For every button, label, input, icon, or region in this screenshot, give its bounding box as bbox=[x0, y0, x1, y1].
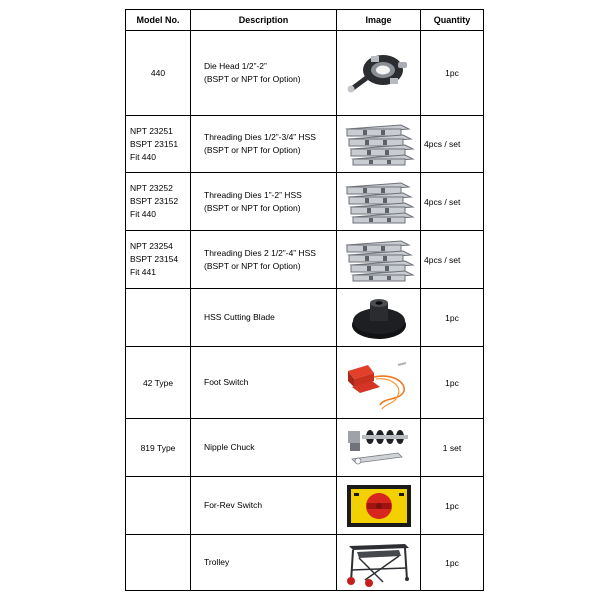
model-line: 440 bbox=[150, 68, 166, 78]
description-cell bbox=[191, 535, 337, 591]
image-cell bbox=[337, 289, 421, 347]
model-line: 819 Type bbox=[140, 442, 176, 453]
image-cell bbox=[337, 173, 421, 231]
table-row bbox=[126, 231, 484, 289]
quantity-cell: 1 set bbox=[421, 419, 484, 477]
header-quantity: Quantity bbox=[421, 10, 484, 31]
description-line: Threading Dies 1/2”-3/4” HSS bbox=[204, 132, 316, 142]
quantity-cell: 4pcs / set bbox=[421, 231, 484, 289]
model-cell bbox=[126, 477, 191, 535]
model-line: BSPT 23154 bbox=[130, 254, 179, 264]
table-row bbox=[126, 347, 484, 419]
model-cell bbox=[126, 31, 191, 116]
threading-dies-icon bbox=[343, 237, 415, 283]
table-row bbox=[126, 535, 484, 591]
description-line: HSS Cutting Blade bbox=[204, 312, 275, 322]
model-line: NPT 23251 bbox=[130, 125, 173, 136]
trolley-icon bbox=[343, 538, 415, 588]
quantity-cell: 4pcs / set bbox=[421, 173, 484, 231]
model-line: 42 Type bbox=[142, 377, 174, 388]
description-cell bbox=[191, 289, 337, 347]
model-line: NPT 23252 bbox=[130, 183, 173, 193]
header-description: Description bbox=[191, 10, 337, 31]
model-line: NPT 23254 bbox=[130, 241, 173, 251]
model-cell bbox=[126, 289, 191, 347]
description-line: Trolley bbox=[204, 557, 230, 567]
image-cell bbox=[337, 231, 421, 289]
model-line: Fit 441 bbox=[130, 267, 156, 277]
image-cell bbox=[337, 419, 421, 477]
model-cell bbox=[126, 116, 191, 173]
table-row bbox=[126, 31, 484, 116]
nipple-chuck-icon bbox=[344, 423, 414, 473]
description-line: (BSPT or NPT for Option) bbox=[204, 74, 301, 84]
quantity-cell: 1pc bbox=[421, 289, 484, 347]
description-line: For-Rev Switch bbox=[204, 500, 263, 510]
foot-switch-icon bbox=[344, 353, 414, 413]
table-row bbox=[126, 116, 484, 173]
image-cell bbox=[337, 347, 421, 419]
model-cell bbox=[126, 173, 191, 231]
quantity-cell: 1pc bbox=[421, 31, 484, 116]
model-cell bbox=[126, 419, 191, 477]
description-line: (BSPT or NPT for Option) bbox=[204, 260, 301, 271]
cutting-blade-icon bbox=[348, 293, 410, 343]
quantity-cell: 1pc bbox=[421, 535, 484, 591]
table-header-row bbox=[126, 10, 484, 31]
model-line: BSPT 23152 bbox=[130, 196, 179, 206]
quantity-cell: 1pc bbox=[421, 347, 484, 419]
model-cell bbox=[126, 347, 191, 419]
image-cell bbox=[337, 535, 421, 591]
description-cell bbox=[191, 419, 337, 477]
description-line: (BSPT or NPT for Option) bbox=[204, 202, 301, 213]
description-line: Threading Dies 2 1/2”-4” HSS bbox=[204, 247, 316, 258]
table-row bbox=[126, 289, 484, 347]
description-line: Threading Dies 1”-2” HSS bbox=[204, 189, 302, 200]
parts-table bbox=[125, 9, 484, 591]
die-head-icon bbox=[343, 48, 415, 98]
image-cell bbox=[337, 31, 421, 116]
table-row bbox=[126, 419, 484, 477]
description-cell bbox=[191, 173, 337, 231]
description-cell bbox=[191, 477, 337, 535]
model-line: BSPT 23151 bbox=[130, 138, 179, 149]
description-cell bbox=[191, 347, 337, 419]
image-cell bbox=[337, 116, 421, 173]
model-line: Fit 440 bbox=[130, 209, 156, 219]
for-rev-switch-icon bbox=[345, 483, 413, 529]
quantity-cell: 1pc bbox=[421, 477, 484, 535]
header-image: Image bbox=[337, 10, 421, 31]
description-cell bbox=[191, 231, 337, 289]
quantity-cell: 4pcs / set bbox=[421, 116, 484, 173]
description-line: (BSPT or NPT for Option) bbox=[204, 145, 301, 155]
table-row bbox=[126, 477, 484, 535]
description-line: Nipple Chuck bbox=[204, 442, 255, 452]
description-line: Die Head 1/2”-2” bbox=[204, 61, 267, 71]
table-row bbox=[126, 173, 484, 231]
image-cell bbox=[337, 477, 421, 535]
model-cell bbox=[126, 535, 191, 591]
description-cell bbox=[191, 116, 337, 173]
description-cell bbox=[191, 31, 337, 116]
description-line: Foot Switch bbox=[204, 377, 249, 387]
threading-dies-icon bbox=[343, 179, 415, 225]
model-line: Fit 440 bbox=[130, 151, 156, 162]
header-model: Model No. bbox=[126, 10, 191, 31]
model-cell bbox=[126, 231, 191, 289]
threading-dies-icon bbox=[343, 121, 415, 167]
